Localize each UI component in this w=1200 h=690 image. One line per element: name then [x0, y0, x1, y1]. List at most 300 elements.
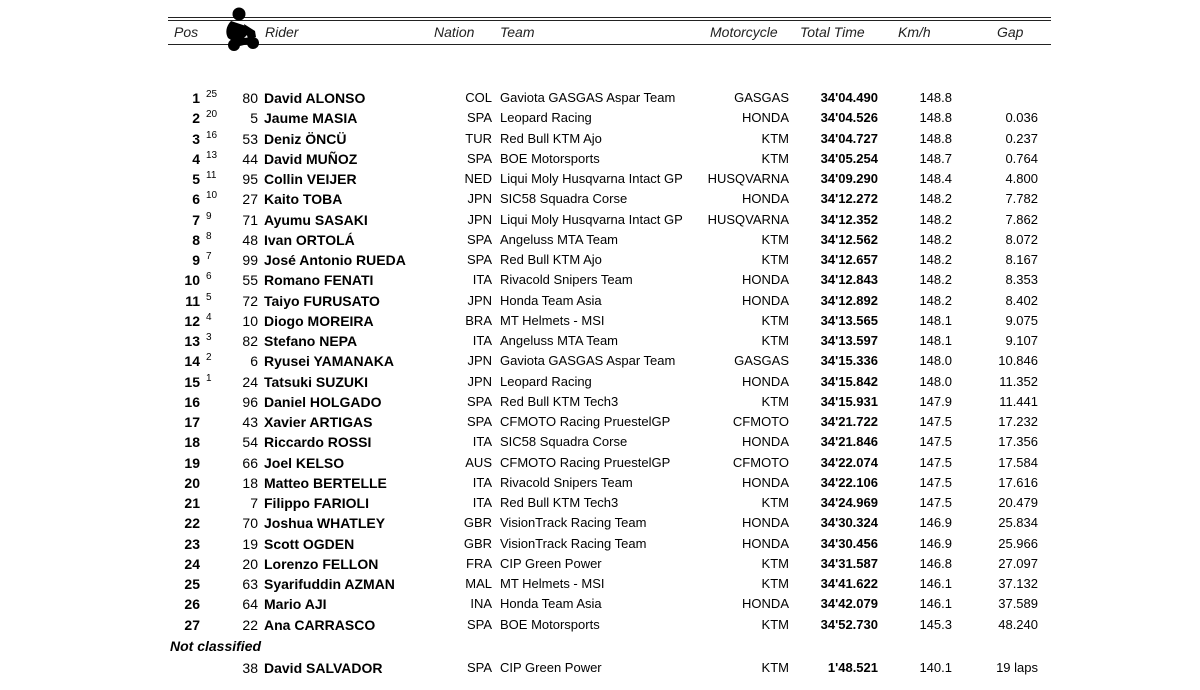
rider-name: Ryusei YAMANAKA [264, 353, 394, 370]
motorcycle-make: HONDA [742, 373, 789, 389]
rider-team: CIP Green Power [500, 555, 602, 571]
motorcycle-make: HONDA [742, 596, 789, 612]
motorcycle-make: KTM [761, 312, 789, 328]
championship-points: 2 [206, 352, 212, 364]
total-time: 34'05.254 [820, 150, 878, 166]
time-gap: 8.353 [1005, 272, 1038, 288]
time-gap: 11.352 [999, 373, 1038, 389]
rider-position: 13 [184, 333, 200, 349]
time-gap: 25.966 [998, 535, 1038, 551]
rider-nation: SPA [466, 660, 492, 675]
total-time: 34'04.727 [820, 130, 878, 146]
average-speed: 148.2 [919, 272, 952, 288]
motorcycle-make: HONDA [742, 272, 789, 288]
total-time: 34'21.722 [820, 414, 878, 429]
table-row [0, 658, 1200, 678]
rider-number: 99 [242, 252, 258, 268]
motorcycle-make: HONDA [742, 474, 789, 490]
rider-position: 1 [192, 90, 200, 106]
rider-team: CIP Green Power [500, 660, 602, 675]
rider-team: SIC58 Squadra Corse [500, 191, 628, 207]
rider-name: Deniz ÖNCÜ [264, 130, 347, 147]
total-time: 34'13.565 [820, 312, 878, 328]
rider-name: Joel KELSO [264, 454, 345, 471]
total-time: 34'21.846 [820, 434, 878, 450]
rider-team: Liqui Moly Husqvarna Intact GP [500, 171, 683, 186]
rider-team: MT Helmets - MSI [500, 312, 605, 328]
time-gap: 20.479 [998, 495, 1038, 510]
header-motorcycle: Motorcycle [710, 24, 778, 40]
motorcycle-make: KTM [761, 393, 789, 409]
total-time: 34'09.290 [820, 171, 878, 186]
header-kmh: Km/h [898, 24, 931, 40]
table-row [0, 88, 1200, 108]
total-time: 34'12.272 [820, 191, 878, 207]
table-row [0, 210, 1200, 230]
time-gap: 27.097 [998, 555, 1038, 571]
rider-position: 4 [192, 150, 200, 167]
table-row [0, 270, 1200, 290]
rider-name: Xavier ARTIGAS [264, 414, 373, 430]
average-speed: 148.2 [919, 292, 952, 308]
rider-number: 82 [242, 333, 258, 349]
time-gap: 4.800 [1005, 171, 1038, 186]
championship-points: 16 [206, 129, 218, 141]
table-row [0, 412, 1200, 432]
rider-nation: ITA [472, 474, 492, 490]
table-row [0, 594, 1200, 614]
rider-team: BOE Motorsports [500, 150, 600, 166]
motorcycle-rider-icon [222, 6, 264, 52]
rider-team: Gaviota GASGAS Aspar Team [500, 90, 676, 105]
rider-name: Joshua WHATLEY [264, 515, 386, 532]
championship-points: 10 [206, 190, 218, 202]
rider-position: 9 [192, 252, 200, 268]
motorcycle-make: HUSQVARNA [707, 211, 789, 227]
average-speed: 147.5 [919, 495, 952, 510]
rider-name: David ALONSO [264, 90, 366, 106]
average-speed: 146.9 [919, 535, 952, 551]
rider-name: Ivan ORTOLÁ [264, 231, 355, 248]
rider-number: 7 [250, 495, 258, 511]
rider-number: 66 [242, 454, 258, 471]
table-row [0, 129, 1200, 149]
championship-points: 9 [206, 210, 212, 222]
rider-nation: SPA [466, 252, 492, 267]
table-row [0, 351, 1200, 371]
rider-name: Ayumu SASAKI [264, 211, 368, 228]
time-gap: 19 laps [996, 660, 1038, 675]
table-row [0, 108, 1200, 128]
total-time: 34'22.074 [820, 454, 878, 470]
rider-number: 54 [242, 434, 258, 451]
rider-team: Honda Team Asia [500, 292, 602, 308]
rider-name: Scott OGDEN [264, 535, 355, 552]
motorcycle-make: KTM [761, 555, 789, 571]
average-speed: 148.8 [919, 110, 952, 126]
rider-team: CFMOTO Racing PruestelGP [500, 454, 671, 470]
average-speed: 148.1 [919, 333, 952, 348]
average-speed: 140.1 [919, 660, 952, 675]
rider-team: Leopard Racing [500, 373, 592, 389]
rider-team: Angeluss MTA Team [500, 333, 619, 348]
rider-name: Jaume MASIA [264, 110, 358, 127]
rider-number: 27 [242, 191, 258, 208]
rider-nation: NED [464, 171, 492, 186]
not-classified-label: Not classified [170, 638, 262, 654]
rider-number: 19 [242, 535, 258, 552]
championship-points: 4 [206, 311, 212, 323]
rider-number: 43 [242, 414, 258, 430]
rider-position: 8 [192, 231, 200, 248]
rider-position: 23 [184, 535, 200, 552]
average-speed: 148.0 [919, 353, 952, 369]
table-row [0, 493, 1200, 513]
rider-nation: BRA [465, 312, 492, 328]
rider-number: 55 [242, 272, 258, 289]
rider-name: David SALVADOR [264, 660, 383, 676]
table-row [0, 189, 1200, 209]
header-nation: Nation [434, 24, 475, 40]
total-time: 1'48.521 [827, 660, 878, 675]
rider-number: 5 [250, 110, 258, 127]
total-time: 34'15.931 [820, 393, 878, 409]
rider-team: CFMOTO Racing PruestelGP [500, 414, 671, 429]
rider-nation: MAL [465, 576, 492, 591]
table-row [0, 513, 1200, 533]
rider-team: Red Bull KTM Tech3 [500, 393, 619, 409]
rider-position: 6 [192, 191, 200, 208]
time-gap: 7.782 [1005, 191, 1038, 207]
motorcycle-make: KTM [761, 333, 789, 348]
time-gap: 17.356 [998, 434, 1038, 450]
total-time: 34'31.587 [820, 555, 878, 571]
motorcycle-make: KTM [761, 616, 789, 632]
table-row [0, 149, 1200, 169]
motorcycle-make: CFMOTO [732, 454, 789, 470]
rider-name: Diogo MOREIRA [264, 312, 374, 329]
rider-position: 11 [185, 292, 200, 309]
rider-name: Riccardo ROSSI [264, 434, 372, 451]
motorcycle-make: KTM [761, 576, 789, 591]
table-row [0, 311, 1200, 331]
rider-nation: JPN [467, 353, 492, 369]
total-time: 34'30.456 [820, 535, 878, 551]
rider-team: Angeluss MTA Team [500, 231, 619, 247]
championship-points: 8 [206, 230, 212, 242]
time-gap: 7.862 [1005, 211, 1038, 227]
motorcycle-make: HUSQVARNA [707, 171, 789, 186]
total-time: 34'13.597 [820, 333, 878, 348]
rider-name: Collin VEIJER [264, 171, 357, 187]
motorcycle-make: CFMOTO [732, 414, 789, 429]
championship-points: 1 [206, 372, 212, 384]
rider-position: 12 [184, 312, 200, 329]
rider-name: Ana CARRASCO [264, 616, 376, 633]
time-gap: 0.764 [1005, 150, 1038, 166]
rider-number: 96 [242, 393, 258, 410]
rider-team: BOE Motorsports [500, 616, 600, 632]
table-row [0, 372, 1200, 392]
motorcycle-make: HONDA [742, 535, 789, 551]
rider-team: Liqui Moly Husqvarna Intact GP [500, 211, 683, 227]
rider-name: Tatsuki SUZUKI [264, 373, 368, 390]
header-rider: Rider [265, 24, 299, 40]
average-speed: 145.3 [919, 616, 952, 632]
rider-number: 24 [242, 373, 258, 390]
time-gap: 8.167 [1005, 252, 1038, 267]
table-row [0, 291, 1200, 311]
rider-nation: JPN [467, 373, 492, 389]
time-gap: 37.132 [998, 576, 1038, 591]
average-speed: 148.2 [919, 231, 952, 247]
total-time: 34'22.106 [820, 474, 878, 490]
rider-number: 20 [242, 555, 258, 572]
average-speed: 148.2 [919, 211, 952, 227]
motorcycle-make: KTM [761, 150, 789, 166]
rider-position: 27 [184, 616, 200, 633]
championship-points: 13 [206, 149, 218, 161]
motorcycle-make: KTM [761, 231, 789, 247]
rider-team: Red Bull KTM Ajo [500, 252, 602, 267]
rider-number: 71 [242, 211, 258, 228]
championship-points: 11 [206, 170, 217, 181]
rider-name: Mario AJI [264, 596, 327, 613]
rider-number: 38 [242, 660, 258, 676]
time-gap: 37.589 [998, 596, 1038, 612]
championship-points: 5 [206, 291, 212, 303]
rider-team: Rivacold Snipers Team [500, 272, 633, 288]
header-rule-mid [168, 20, 1051, 21]
average-speed: 146.1 [919, 596, 952, 612]
motorcycle-make: KTM [761, 130, 789, 146]
total-time: 34'12.843 [820, 272, 878, 288]
rider-number: 10 [242, 312, 258, 329]
average-speed: 148.4 [919, 171, 952, 186]
table-row [0, 169, 1200, 189]
total-time: 34'52.730 [820, 616, 878, 632]
rider-team: Rivacold Snipers Team [500, 474, 633, 490]
table-row [0, 615, 1200, 635]
time-gap: 10.846 [998, 353, 1038, 369]
rider-team: SIC58 Squadra Corse [500, 434, 628, 450]
table-row [0, 230, 1200, 250]
rider-number: 6 [250, 353, 258, 370]
rider-number: 44 [242, 150, 258, 167]
rider-nation: AUS [465, 454, 492, 470]
championship-points: 3 [206, 332, 212, 343]
rider-name: David MUÑOZ [264, 150, 358, 167]
average-speed: 147.9 [919, 393, 952, 409]
time-gap: 25.834 [998, 515, 1038, 531]
table-row [0, 534, 1200, 554]
table-row [0, 250, 1200, 270]
motorcycle-make: KTM [761, 660, 789, 675]
rider-nation: JPN [467, 292, 492, 308]
rider-number: 80 [242, 90, 258, 106]
motorcycle-make: HONDA [742, 434, 789, 450]
rider-nation: FRA [466, 555, 492, 571]
total-time: 34'30.324 [820, 515, 878, 531]
time-gap: 0.036 [1005, 110, 1038, 126]
rider-nation: GBR [463, 535, 492, 551]
total-time: 34'41.622 [820, 576, 878, 591]
rider-nation: SPA [466, 150, 492, 166]
rider-position: 21 [184, 495, 200, 511]
rider-name: Romano FENATI [264, 272, 374, 289]
rider-position: 24 [184, 555, 200, 572]
motorcycle-make: KTM [761, 252, 789, 267]
rider-number: 95 [242, 171, 258, 187]
rider-number: 70 [242, 515, 258, 532]
time-gap: 48.240 [998, 616, 1038, 632]
rider-nation: INA [470, 596, 492, 612]
time-gap: 17.232 [998, 414, 1038, 429]
average-speed: 146.8 [919, 555, 952, 571]
average-speed: 147.5 [919, 434, 952, 450]
motorcycle-make: KTM [761, 495, 789, 510]
time-gap: 8.072 [1005, 231, 1038, 247]
rider-nation: JPN [467, 211, 492, 227]
rider-team: Honda Team Asia [500, 596, 602, 612]
rider-position: 10 [184, 272, 200, 289]
header-team: Team [500, 24, 535, 40]
total-time: 34'15.336 [820, 353, 878, 369]
rider-position: 3 [192, 130, 200, 147]
championship-points: 6 [206, 271, 212, 283]
header-pos: Pos [174, 24, 199, 40]
motorcycle-make: HONDA [742, 110, 789, 126]
rider-name: Daniel HOLGADO [264, 393, 382, 410]
rider-number: 48 [242, 231, 258, 248]
rider-number: 63 [242, 576, 258, 592]
time-gap: 9.107 [1005, 333, 1038, 348]
rider-position: 5 [192, 171, 200, 187]
championship-points: 25 [206, 89, 218, 100]
rider-nation: JPN [467, 191, 492, 207]
rider-position: 22 [184, 515, 200, 532]
rider-nation: ITA [472, 333, 492, 348]
average-speed: 148.1 [919, 312, 952, 328]
motorcycle-make: HONDA [742, 191, 789, 207]
average-speed: 148.7 [919, 150, 952, 166]
rider-position: 16 [184, 393, 200, 410]
motorcycle-make: HONDA [742, 292, 789, 308]
total-time: 34'12.352 [820, 211, 878, 227]
table-row [0, 453, 1200, 473]
average-speed: 148.2 [919, 191, 952, 207]
rider-name: Lorenzo FELLON [264, 555, 379, 572]
total-time: 34'12.892 [820, 292, 878, 308]
header-total-time: Total Time [800, 24, 865, 40]
table-row [0, 331, 1200, 351]
rider-nation: ITA [472, 495, 492, 510]
rider-position: 17 [184, 414, 200, 430]
total-time: 34'15.842 [820, 373, 878, 389]
rider-number: 64 [242, 596, 258, 613]
rider-nation: GBR [463, 515, 492, 531]
rider-nation: TUR [465, 130, 492, 146]
rider-nation: SPA [466, 110, 492, 126]
time-gap: 8.402 [1005, 292, 1038, 308]
rider-position: 14 [184, 353, 200, 370]
average-speed: 146.9 [919, 515, 952, 531]
rider-nation: ITA [472, 272, 492, 288]
time-gap: 0.237 [1005, 130, 1038, 146]
total-time: 34'04.526 [820, 110, 878, 126]
rider-position: 18 [184, 434, 200, 451]
motorcycle-make: HONDA [742, 515, 789, 531]
rider-name: Kaito TOBA [264, 191, 343, 208]
total-time: 34'42.079 [820, 596, 878, 612]
rider-team: Red Bull KTM Tech3 [500, 495, 619, 510]
average-speed: 147.5 [919, 414, 952, 429]
championship-points: 20 [206, 109, 218, 121]
rider-position: 15 [184, 373, 200, 390]
table-row [0, 473, 1200, 493]
rider-name: Syarifuddin AZMAN [264, 576, 395, 592]
average-speed: 147.5 [919, 454, 952, 470]
rider-name: Stefano NEPA [264, 333, 358, 349]
rider-position: 25 [184, 576, 200, 592]
rider-position: 2 [192, 110, 200, 127]
rider-team: Leopard Racing [500, 110, 592, 126]
rider-name: Filippo FARIOLI [264, 495, 369, 511]
rider-team: Gaviota GASGAS Aspar Team [500, 353, 676, 369]
table-row [0, 554, 1200, 574]
header-rule-top [168, 17, 1051, 18]
average-speed: 146.1 [919, 576, 952, 591]
header-gap: Gap [997, 24, 1024, 40]
championship-points: 7 [206, 251, 212, 262]
time-gap: 17.584 [998, 454, 1038, 470]
motorcycle-make: GASGAS [734, 90, 789, 105]
time-gap: 11.441 [999, 393, 1038, 409]
rider-name: Taiyo FURUSATO [264, 292, 380, 309]
rider-position: 20 [184, 474, 200, 491]
table-row [0, 574, 1200, 594]
total-time: 34'04.490 [820, 90, 878, 105]
table-row [0, 432, 1200, 452]
time-gap: 9.075 [1005, 312, 1038, 328]
time-gap: 17.616 [998, 474, 1038, 490]
rider-number: 53 [242, 130, 258, 147]
rider-nation: ITA [472, 434, 492, 450]
rider-position: 19 [184, 454, 200, 471]
rider-nation: SPA [466, 393, 492, 409]
rider-name: José Antonio RUEDA [264, 252, 406, 268]
motorcycle-make: GASGAS [734, 353, 789, 369]
rider-team: VisionTrack Racing Team [500, 535, 647, 551]
total-time: 34'12.562 [820, 231, 878, 247]
rider-nation: SPA [466, 231, 492, 247]
rider-number: 72 [242, 292, 258, 309]
table-header [0, 24, 1200, 44]
average-speed: 148.8 [919, 90, 952, 105]
rider-number: 22 [242, 616, 258, 633]
rider-team: VisionTrack Racing Team [500, 515, 647, 531]
total-time: 34'24.969 [820, 495, 878, 510]
rider-team: Red Bull KTM Ajo [500, 130, 602, 146]
average-speed: 148.8 [919, 130, 952, 146]
rider-team: MT Helmets - MSI [500, 576, 605, 591]
average-speed: 147.5 [919, 474, 952, 490]
average-speed: 148.2 [919, 252, 952, 267]
header-rule-bottom [168, 44, 1051, 45]
rider-position: 26 [184, 596, 200, 613]
rider-nation: SPA [466, 414, 492, 429]
average-speed: 148.0 [919, 373, 952, 389]
